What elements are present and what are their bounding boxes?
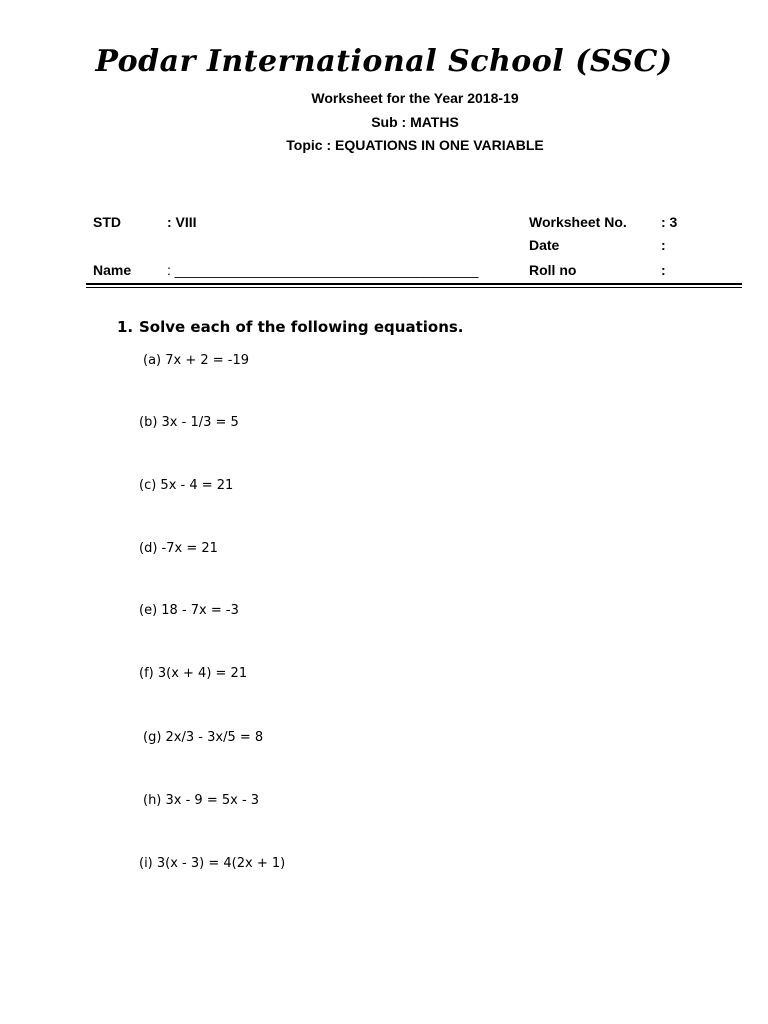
header-rule-thick bbox=[86, 283, 742, 285]
header-rule-thin bbox=[86, 287, 742, 288]
worksheet-no-label: Worksheet No. bbox=[529, 214, 627, 230]
roll-no-value: : bbox=[661, 262, 666, 278]
date-label: Date bbox=[529, 237, 560, 253]
equation-item: (f) 3(x + 4) = 21 bbox=[139, 666, 248, 681]
question-text: Solve each of the following equations. bbox=[139, 318, 464, 336]
std-value: : VIII bbox=[167, 214, 197, 230]
topic-line: Topic : EQUATIONS IN ONE VARIABLE bbox=[286, 137, 544, 153]
subject-line: Sub : MATHS bbox=[371, 114, 459, 130]
equation-item: (i) 3(x - 3) = 4(2x + 1) bbox=[139, 856, 286, 871]
equation-item: (b) 3x - 1/3 = 5 bbox=[139, 415, 239, 430]
worksheet-no-value: : 3 bbox=[661, 214, 678, 230]
equation-item: (h) 3x - 9 = 5x - 3 bbox=[143, 793, 260, 808]
question-number: 1. bbox=[117, 318, 134, 336]
worksheet-year: Worksheet for the Year 2018-19 bbox=[311, 90, 519, 106]
date-value: : bbox=[661, 237, 666, 253]
name-line: : _______________________________________ bbox=[167, 262, 479, 278]
name-label: Name bbox=[93, 262, 132, 278]
question-heading bbox=[117, 318, 464, 336]
equation-item: (c) 5x - 4 = 21 bbox=[139, 478, 234, 493]
equation-item: (d) -7x = 21 bbox=[139, 541, 218, 556]
equation-item: (g) 2x/3 - 3x/5 = 8 bbox=[143, 730, 264, 745]
school-name: Podar International School (SSC) bbox=[95, 44, 673, 79]
roll-no-label: Roll no bbox=[529, 262, 577, 278]
std-label: STD bbox=[93, 214, 121, 230]
equation-item: (e) 18 - 7x = -3 bbox=[139, 603, 239, 618]
equation-item: (a) 7x + 2 = -19 bbox=[143, 353, 250, 368]
